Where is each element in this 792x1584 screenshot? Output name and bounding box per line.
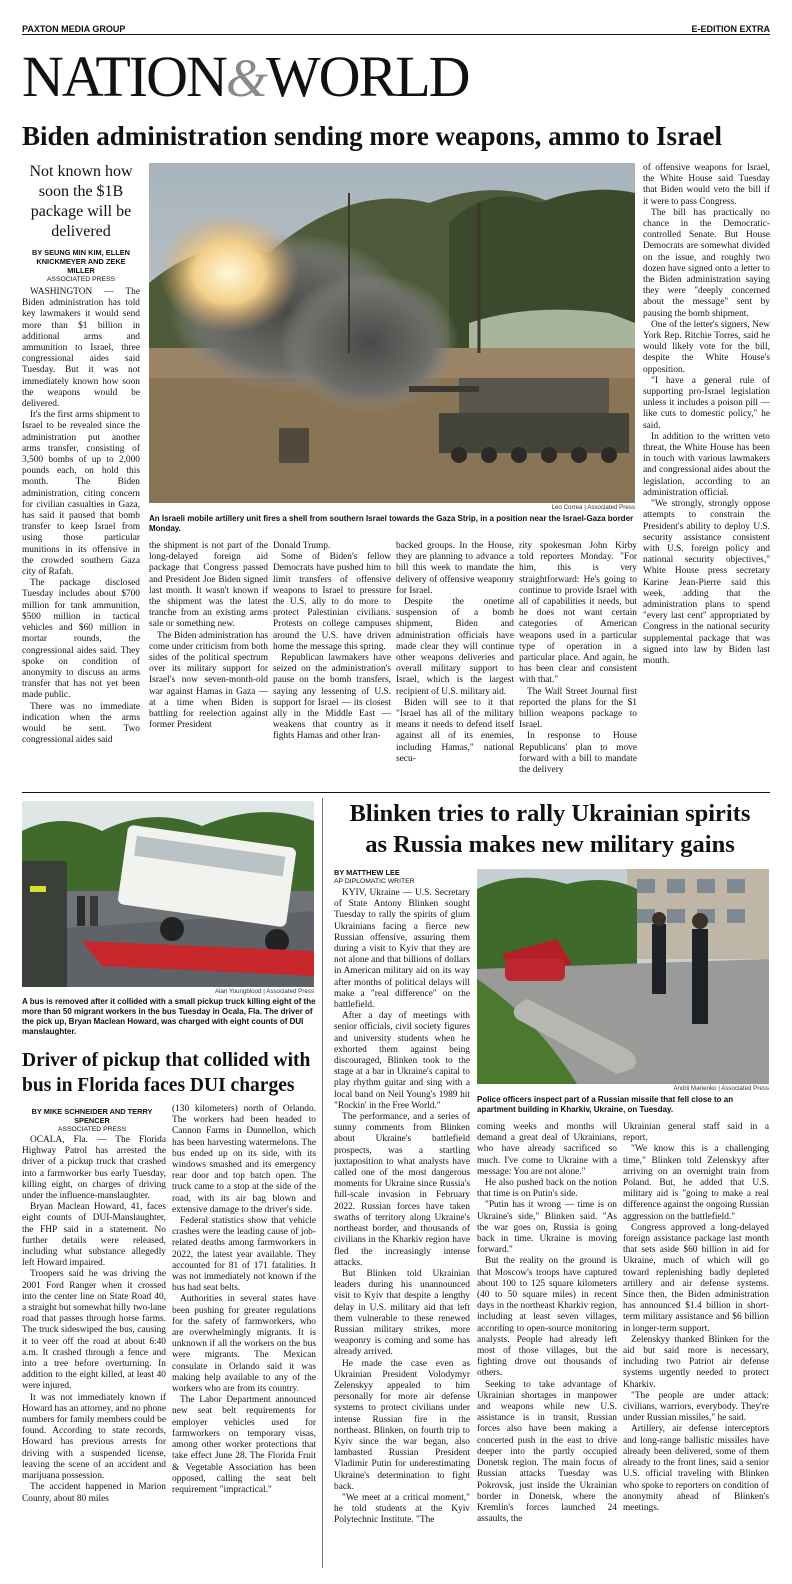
- paragraph: Authorities in several states have been pushing for greater regulations for the safety of farmworkers, who are overwhelmingly migrants. It is unknown if all the workers on the bus were migrants. The Mexican consulate in Orlando said it was making help available to any of the workers who are from its country.: [172, 1294, 316, 1395]
- story3-byline-org: AP DIPLOMATIC WRITER: [334, 878, 415, 885]
- bus-crash-photo: [22, 801, 314, 987]
- story3-headline-line2: as Russia makes new military gains: [365, 831, 735, 858]
- paragraph: WASHINGTON — The Biden administration has told key lawmakers it would send more than $1 billion in additional arms and ammunition to Israel, three congressional aides said Tuesday. But it was not immediately known how soon the weapons would be delivered.: [22, 287, 140, 410]
- paragraph: Despite the onetime suspension of a bomb shipment, Biden and administration officials have made clear they will continue other weapons deliveries and overall military support to Israel, which is the largest recipient of U.S. military aid.: [396, 597, 514, 697]
- missile-illustration: [477, 869, 769, 1084]
- story1-column-2: [149, 541, 268, 799]
- story3-byline: [334, 868, 470, 886]
- paragraph: Federal statistics show that vehicle crashes were the leading cause of job-related deaths among farmworkers in 2022, the latest year available. They accounted for 81 of 171 fatalities. It was not immediately not known if the bus had seat belts.: [172, 1216, 316, 1294]
- story3-photo-caption: Police officers inspect part of a Russian missile that fell close to an apartment building in Kharkiv, Ukraine, on Tuesday.: [477, 1095, 734, 1114]
- story3-photo-credit: Andrii Marienko | Associated Press: [673, 1085, 769, 1092]
- story2-byline-names: BY MIKE SCHNEIDER AND TERRY SPENCER: [31, 1107, 153, 1125]
- paragraph: He also pushed back on the notion that time is on Putin's side.: [477, 1178, 617, 1200]
- story1-headline: Biden administration sending more weapons, ammo to Israel: [22, 121, 723, 151]
- paragraph: The Biden administration has come under criticism from both sides of the political spectrum over its military support for Israel's now seven-month-old war against Hamas in Gaza — at a time when Biden is battling for reelection against former President: [149, 630, 268, 731]
- paragraph: "We know this is a challenging time," Blinken told Zelenskyy after arriving on an overnight train from Poland. But, he added that U.S. military aid is "going to make a real difference against the ongoing Russian aggression on the battlefield.": [623, 1144, 769, 1222]
- story3-column-3: [623, 1122, 769, 1570]
- paragraph: One of the letter's signers, New York Rep. Ritchie Torres, said he would likely vote for the bill, despite the White House's opposition.: [643, 319, 770, 375]
- paragraph: "We strongly, strongly oppose attempts to constrain the President's ability to deploy U.S. security assistance consistent with U.S. foreign policy and national security objectives," White House press secretary Karine Jean-Pierre said this week, adding that the administration plans to spend "every last cent" appropriated by Congress in the national security supplemental package that was signed into law by Biden last month.: [643, 499, 770, 666]
- paragraph: Bryan Maclean Howard, 41, faces eight counts of DUI-Manslaughter, the FHP said in a statement. No further details were released, including what substance allegedly left Howard impaired.: [22, 1202, 166, 1269]
- paragraph: rity spokesman John Kirby told reporters Monday. "For him, this is very straightforward: He's going to continue to provide Israel with all of capabilities it needs, but he does not want certain categories of American weapons used in a particular type of operation in a particular place. And again, he has been clear and consistent with that.": [519, 541, 637, 686]
- story1-column-5: [519, 541, 637, 799]
- story3-byline-names: BY MATTHEW LEE: [334, 868, 400, 877]
- paragraph: In addition to the written veto threat, the White House has been in touch with various lawmakers and congressional aides about the legislation, according to an administration official.: [643, 431, 770, 498]
- paragraph: It's the first arms shipment to Israel to be revealed since the administration put another arms transfer, consisting of 3,500 bombs of up to 2,000 pounds each, on hold this month. The Biden administration, citing concern for civilian casualties in Gaza, has said it paused that bomb transfer to keep Israel from using those particular munitions in its offensive in the crowded southern Gaza city of Rafah.: [22, 410, 140, 578]
- paragraph: Congress approved a long-delayed foreign assistance package last month that sets aside $60 billion in aid for Ukraine, much of which will go toward replenishing badly depleted artillery and air defense systems. Since then, the Biden administration has announced $1.4 billion in short-term military assistance and $6 billion in longer-term support.: [623, 1222, 769, 1334]
- story2-photo-credit: Alan Youngblood | Associated Press: [215, 988, 314, 995]
- story1-deck: Not known how soon the $1B package will be delivered: [29, 163, 133, 240]
- story1-byline-org: ASSOCIATED PRESS: [46, 276, 116, 283]
- paragraph: of offensive weapons for Israel, the White House said Tuesday that Biden would veto the bill if it were to pass Congress.: [643, 163, 770, 207]
- paragraph: But the reality on the ground is that Moscow's troops have captured about 100 to 125 square kilometers (40 to 50 square miles) in recent days in the northeast Kharkiv region, including at least seven villages, according to open-source monitoring analysts. People had already left most of those villages, but the fighting drove out thousands of others.: [477, 1256, 617, 1379]
- masthead-world: WORLD: [265, 44, 469, 109]
- paragraph: Troopers said he was driving the 2001 Ford Ranger when it crossed into the center line on State Road 40, a straight but somewhat hilly two-lane road that passes through horse farms. The truck sideswiped the bus, causing it to veer off the road at about 6:40 a.m. It crashed through a fence and into a tree before overturning. In addition to the eight killed, at least 40 were injured.: [22, 1269, 166, 1392]
- top-rule: [22, 34, 770, 35]
- story1-column-1: [22, 287, 140, 803]
- paragraph: backed groups. In the House, they are planning to advance a bill this week to mandate the delivery of offensive weaponry for Israel.: [396, 541, 514, 596]
- paragraph: The bill has practically no chance in the Democratic-controlled Senate. But House Democrats are somewhat divided on the issue, and roughly two dozen have signed onto a letter to the Biden administration saying they were "deeply concerned about the message" sent by pausing the bomb shipment.: [643, 207, 770, 319]
- paragraph: Artillery, air defense interceptors and long-range ballistic missiles have already been delivered, some of them already to the front lines, said a senior U.S. official traveling with Blinken who spoke to reporters on condition of anonymity ahead of Blinken's meetings.: [623, 1424, 769, 1513]
- top-bar: [22, 18, 770, 34]
- paragraph: coming weeks and months will demand a great deal of Ukrainians, who have already sacrificed so much. I've come to Ukraine with a message: You are not alone.": [477, 1122, 617, 1177]
- paragraph: "I have a general rule of supporting pro-Israel legislation unless it includes a poison pill — like cuts to domestic policy," he said.: [643, 375, 770, 431]
- story2-byline: [22, 1107, 162, 1134]
- paragraph: Republican lawmakers have seized on the administration's pause on the bomb transfers, saying any lessening of U.S. support for Israel — its closest ally in the Middle East — weakens that country as it fights Hamas and other Iran-: [273, 653, 391, 742]
- paragraph: The accident happened in Marion County, about 80 miles: [22, 1482, 166, 1504]
- paragraph: OCALA, Fla. — The Florida Highway Patrol has arrested the driver of a pickup truck that crashed into a farmworker bus early Tuesday, killing eight, on charges of driving under the influence-manslaughter.: [22, 1135, 166, 1202]
- edition-label: E-EDITION EXTRA: [691, 24, 770, 34]
- story2-column-1: [22, 1135, 166, 1569]
- paragraph: "The people are under attack: civilians, warriors, everybody. They're under Russian missiles," he said.: [623, 1390, 769, 1424]
- paragraph: Ukrainian general staff said in a report.: [623, 1122, 769, 1144]
- paragraph: Biden will see to it that "Israel has all of the military means it needs to defend itself against all of its enemies, including Hamas," national secu-: [396, 697, 514, 764]
- paragraph: The Labor Department announced new seat belt requirements for employer vehicles used for farmworkers on temporary visas, among other worker protections that take effect June 28. The Florida Fruit & Vegetable Association has been opposed, calling the seat belt requirement "impractical.": [172, 1395, 316, 1495]
- story1-column-4: [396, 541, 514, 799]
- story2-column-2: [172, 1104, 316, 1569]
- story2-headline: Driver of pickup that collided with bus in Florida faces DUI charges: [22, 1050, 311, 1096]
- story1-photo-credit: Leo Correa | Associated Press: [551, 504, 635, 511]
- story3-headline: [328, 798, 772, 860]
- paragraph: Seeking to take advantage of Ukrainian shortages in manpower and weapons while new U.S. assistance is in transit, Russian forces also have been making a concerted push in the east to drive deeper into the partly occupied Donetsk region. The main focus of Russian attacks Tuesday was Pokrovsk, just inside the Ukrainian border in Donetsk, where the Kremlin's forces launched 24 assaults, the: [477, 1379, 617, 1525]
- paragraph: There was no immediate indication when the arms would be sent. Two congressional aides said: [22, 701, 140, 746]
- artillery-illustration: [149, 163, 635, 503]
- paragraph: (130 kilometers) north of Orlando. The workers had been headed to Cannon Farms in Dunnellon, which has been harvesting watermelons. The bus ended up on its side, with its windows smashed and its emergency rear door and top batch open. The truck came to a stop at the side of the road, with its air bag blown and extensive damage to the driver's side.: [172, 1104, 316, 1215]
- paragraph: Donald Trump.: [273, 541, 331, 551]
- paragraph: KYIV, Ukraine — U.S. Secretary of State Antony Blinken sought Tuesday to rally the spirits of glum Ukrainians facing a fierce new Russian offensive, assuring them during a visit to Kyiv that they are not alone and that billions of dollars in American military aid on its way after months of political delays will make a "real difference" on the battlefield.: [334, 888, 470, 1011]
- paragraph: "Putin has it wrong — time is on Ukraine's side," Blinken said. "As the war goes on, Russia is going back in time. Ukraine is moving forward.": [477, 1200, 617, 1256]
- artillery-photo: [149, 163, 635, 503]
- story2-photo-caption: A bus is removed after it collided with a small pickup truck killing eight of the more than 50 migrant workers in the bus Tuesday in Ocala, Fla. The driver of the pick up, Bryan Maclean Howard, was charged with eight counts of DUI manslaughter.: [22, 997, 316, 1036]
- paragraph: But Blinken told Ukrainian leaders during his unannounced visit to Kyiv that despite a lengthy delay in U.S. military aid that left them vulnerable to these renewed Russian military strikes, more weaponry is coming and some has already arrived.: [334, 1268, 470, 1358]
- paragraph: It was not immediately known if Howard has an attorney, and no phone numbers for family members could be found. According to state records, Howard has previous arrests for driving with a suspended license, leaving the scene of an accident and marijuana possession.: [22, 1392, 166, 1482]
- bus-crash-illustration: [22, 801, 314, 987]
- paragraph: The Wall Street Journal first reported the plans for the $1 billion weapons package to Israel.: [519, 686, 637, 731]
- publisher-name: PAXTON MEDIA GROUP: [22, 24, 126, 34]
- section-masthead: [22, 44, 542, 110]
- paragraph: In response to House Republicans' plan to move forward with a bill to mandate the delivery: [519, 731, 637, 776]
- masthead-ampersand: &: [225, 48, 266, 108]
- story3-column-2: [477, 1122, 617, 1570]
- story3-column-1: [334, 888, 470, 1570]
- story2-byline-org: ASSOCIATED PRESS: [57, 1126, 127, 1133]
- paragraph: Zelenskyy thanked Blinken for the aid but said more is necessary, including two Patriot air defense systems urgently needed to protect Kharkiv.: [623, 1334, 769, 1390]
- story1-photo-caption: An Israeli mobile artillery unit fires a shell from southern Israel towards the Gaza Strip, in a position near the Israel-Gaza border Monday.: [149, 514, 634, 533]
- section-divider: [22, 792, 770, 793]
- column-divider: [322, 798, 323, 1568]
- story1-column-6: [643, 163, 770, 799]
- paragraph: The performance, and a series of sunny comments from Blinken about Ukraine's battlefield prospects, was a startling juxtaposition to what analysts have called one of the most dangerous moments for Ukraine since Russia's full-scale invasion in February 2022. Russian forces have taken swaths of territory along Ukraine's northeast border, and thousands of civilians in the Kharkiv region have fled the increasingly intense attacks.: [334, 1112, 470, 1268]
- story1-byline-names: BY SEUNG MIN KIM, ELLEN KNICKMEYER AND ZEKE MILLER: [31, 248, 130, 275]
- paragraph: "We meet at a critical moment," he told students at the Kyiv Polytechnic Institute. "The: [334, 1492, 470, 1526]
- paragraph: After a day of meetings with senior officials, civil society figures and university students when he exhorted them against being discouraged, Blinken took to the stage at a bar in Ukraine's capital to play rhythm guitar and sing with a local band on Neil Young's 1989 hit "Rockin' in the Free World.": [334, 1011, 470, 1111]
- missile-photo: [477, 869, 769, 1084]
- masthead-nation: NATION: [22, 44, 226, 109]
- paragraph: the shipment is not part of the long-delayed foreign aid package that Congress passed and President Joe Biden signed last month. It wasn't known if the shipment was the latest tranche from an existing arms sale or something new.: [149, 541, 268, 630]
- story1-byline: [22, 248, 140, 284]
- story3-headline-line1: Blinken tries to rally Ukrainian spirits: [349, 800, 751, 827]
- paragraph: Some of Biden's fellow Democrats have pushed him to limit transfers of offensive weapons to Israel to pressure the U.S. ally to do more to protect Palestinian civilians. Protests on college campuses around the U.S. have driven home the message this spring.: [273, 552, 391, 652]
- story1-column-3: [273, 541, 391, 799]
- paragraph: He made the case even as Ukrainian President Volodymyr Zelenskyy appealed to him personally for more air defense systems to protect civilians under intense Russian fire in the northeast. Blinken, on fourth trip to Kyiv since the war began, also lambasted Russian President Vladimir Putin for underestimating Ukraine's determination to fight back.: [334, 1358, 470, 1492]
- paragraph: The package disclosed Tuesday includes about $700 million for tank ammunition, $500 million in tactical vehicles and $60 million in mortar rounds, the congressional aides said. They spoke on condition of anonymity to discuss an arms transfer that has not yet been made public.: [22, 578, 140, 701]
